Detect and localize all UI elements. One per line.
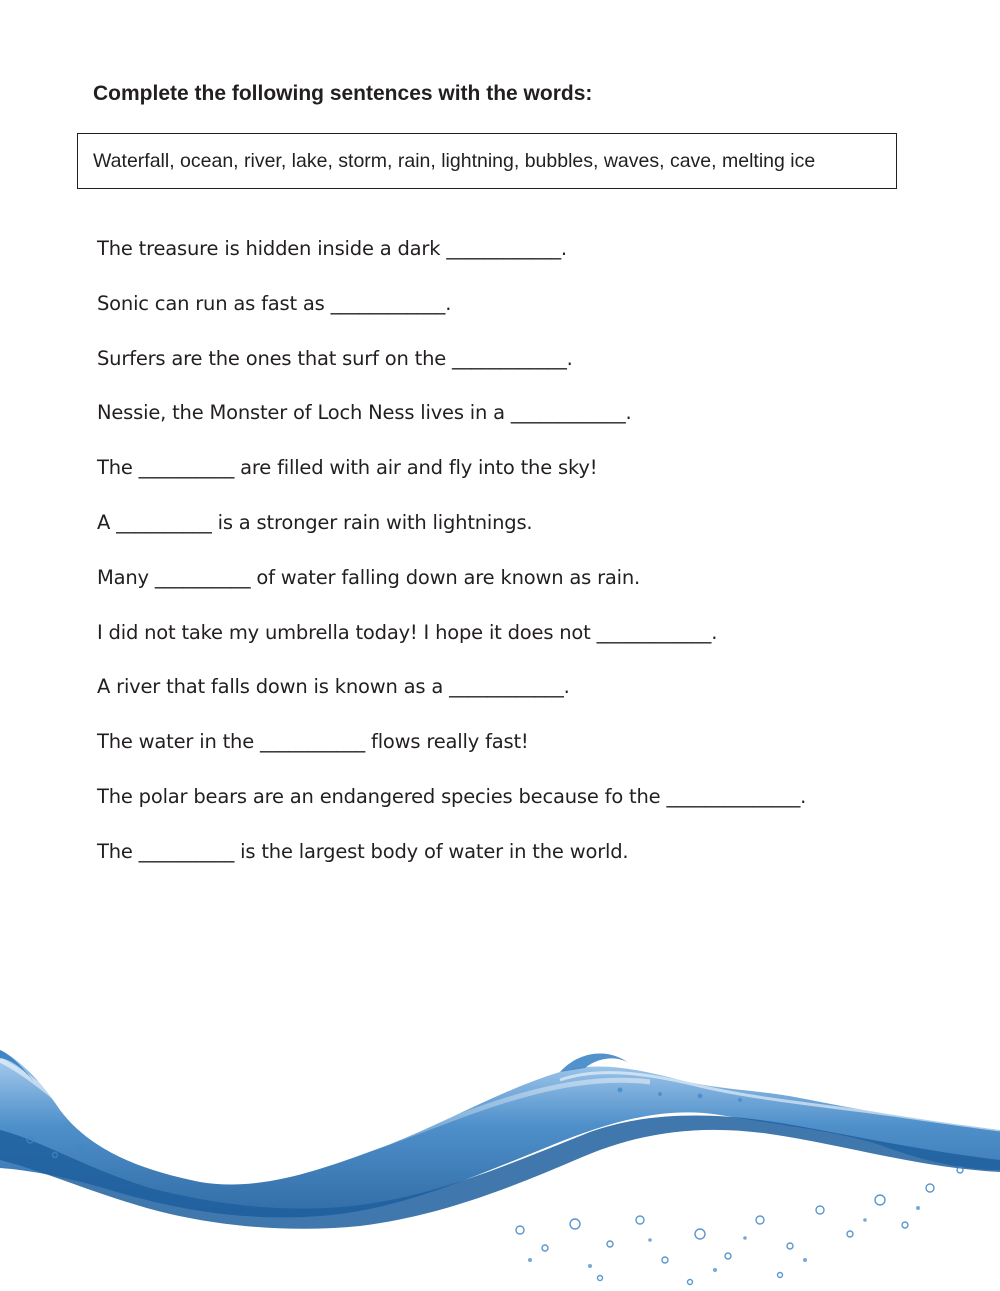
sentence-9: A river that falls down is known as a ____________. — [97, 675, 570, 699]
word-bank-box: Waterfall, ocean, river, lake, storm, rain, lightning, bubbles, waves, cave, melting ice — [77, 133, 897, 189]
sentence-4: Nessie, the Monster of Loch Ness lives in a ____________. — [97, 401, 632, 425]
sentence-5: The __________ are filled with air and fly into the sky! — [97, 456, 598, 480]
instruction-heading: Complete the following sentences with the words: — [93, 82, 593, 105]
sentence-12: The __________ is the largest body of water in the world. — [97, 839, 629, 863]
sentence-1: The treasure is hidden inside a dark ____________. — [97, 237, 567, 260]
sentence-11: The polar bears are an endangered species because fo the ______________. — [97, 784, 807, 808]
sentence-3: Surfers are the ones that surf on the ____________. — [97, 346, 573, 370]
sentence-2: Sonic can run as fast as ____________. — [97, 291, 452, 315]
sentence-7: Many __________ of water falling down are known as rain. — [97, 565, 641, 589]
sentence-10: The water in the ___________ flows really fast! — [97, 730, 529, 754]
sentence-list — [97, 234, 806, 892]
water-splash-wave-icon — [0, 1020, 1000, 1291]
sentence-8: I did not take my umbrella today! I hope it does not ____________. — [97, 620, 718, 644]
sentence-6: A __________ is a stronger rain with lightnings. — [97, 510, 533, 534]
